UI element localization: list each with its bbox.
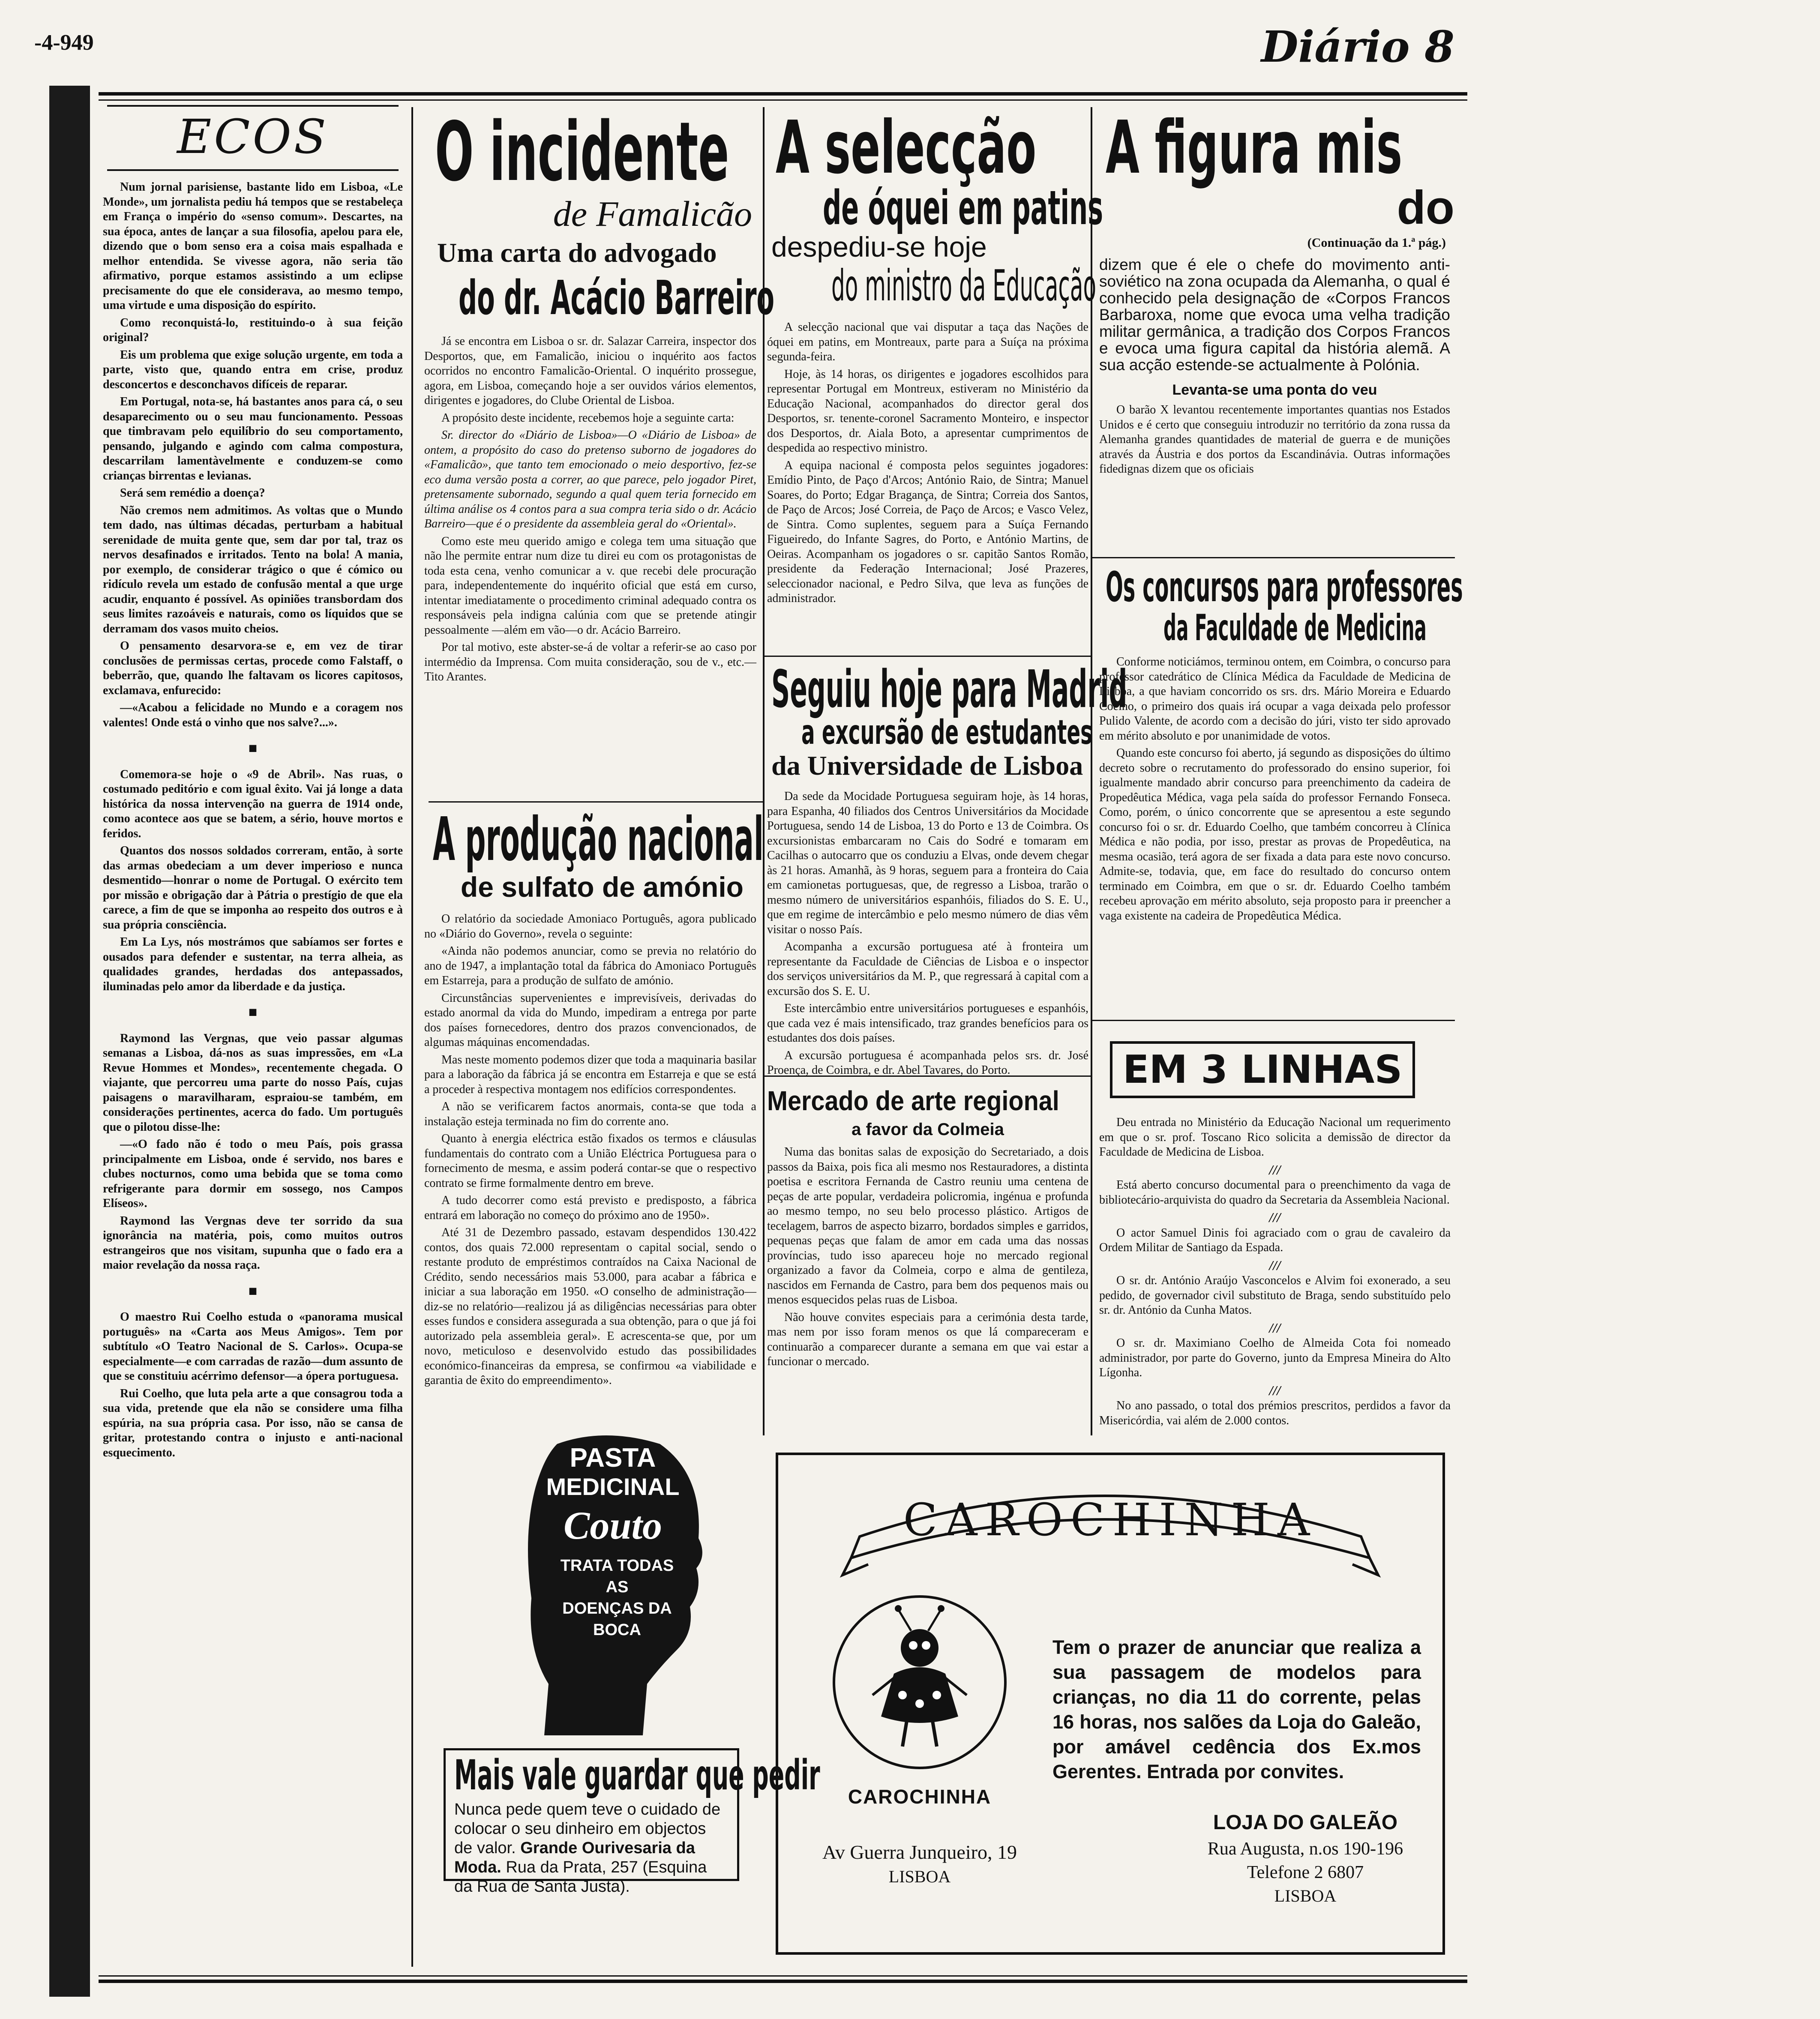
producao-paragraph: Mas neste momento podemos dizer que toda a maquinaria basilar para a laboração da fábrica já se encontra em Estarreja e que se está a proceder à respectiva montagem nos edifícios correspondentes. <box>424 1053 756 1096</box>
tres-linhas-body <box>1099 1115 1451 1428</box>
madrid-paragraph: Acompanha a excursão portuguesa até à fronteira um representante da Faculdade de Ciências de Lisboa e o inspector dos serviços universitários da M. P., que regressará à capital com a excursão dos S. E. U. <box>767 940 1088 998</box>
incidente-subhead: Uma carta do advogado <box>437 237 717 268</box>
ad-line: BOCA <box>593 1621 641 1639</box>
seleccao-headline-2: de óquei em patins <box>823 180 1103 235</box>
concursos-paragraph: Conforme noticiámos, terminou ontem, em Coimbra, o concurso para professor catedrático de Clínica Médica da Faculdade de Medicina de Lisboa, a que haviam concorrido os srs. drs. Mário Moreira e Eduardo Coelho, o primeiro dos quais irá ocupar a vaga deixada pelo professor Pulido Valente, de acordo com a decisão do júri, visto ter sido aprovado em mérito absoluto e por unanimidade de votos. <box>1099 655 1451 743</box>
ecos-paragraph: Num jornal parisiense, bastante lido em Lisboa, «Le Monde», um jornalista pediu há tempos que se restabeleça em França o império do «senso comum». Descartes, na sua época, antes de lançar a sua filosofia, apelou para ele, dizendo que o bom senso era a coisa mais espalhada e melhor entendida. Se vivesse agora, não seria tão afirmativo, porque estamos assistindo a um eclipse precisamente do que ele considerava, ao mesmo tempo, uma virtude e uma disposição do espírito. <box>103 180 403 312</box>
producao-paragraph: Até 31 de Dezembro passado, estavam despendidos 130.422 contos, dos quais 72.000 representam o capital social, sendo o restante produto de empréstimos contraídos na Caixa Nacional de Crédito, sendo necessários mais 53.000, para acabar a fábrica e iniciar a sua laboração em 1950. «O conselho de administração—diz-se no relatório—realizou já as diligências necessárias para obter esses fundos e considera assegurada a sua obtenção, para o que já foi autorizado pela assembleia geral». E acrescenta-se que, por um novo, meticuloso e desenvolvido estudo das possibilidades económico-financeiras da empresa, se confirmou «a viabilidade e garantia de êxito do empreendimento». <box>424 1226 756 1387</box>
concursos-body <box>1099 655 1451 923</box>
guardar-text-2: Rua da Prata, 257 (Esquina da Rua de Santa Justa). <box>454 1858 707 1896</box>
tres-linhas-item: Está aberto concurso documental para o preenchimento da vaga de bibliotecário-arquivista do quadro da Secretaria da Assembleia Nacional. <box>1099 1178 1451 1207</box>
figura-headline: A figura mis <box>1106 105 1403 190</box>
concursos-headline: Os concursos para professores <box>1106 563 1463 611</box>
mercado-headline: Mercado de arte regional <box>767 1085 1059 1116</box>
incidente-paragraph: Por tal motivo, este abster-se-á de voltar a referir-se ao caso por intermédio da Imprensa. Com muita consideração, sou de v., etc.—Tito Arantes. <box>424 641 756 683</box>
concursos-paragraph: Quando este concurso foi aberto, já segundo as disposições do último decreto sobre o recrutamento do professorado do ensino superior, foi igualmente mandado abrir concurso para preenchimento da cadeira de Propedêutica Médica, vaga pela saída do professor Fernando Fonseca. Como, porém, o único concorrente que se apresentou a este segundo concurso foi o sr. dr. Eduardo Coelho, que também concorreu à Clínica Médica e não podia, por isso, prestar as provas de Propedêutica, na mesma ocasião, terá agora de ser fixada a data para este novo concurso. Admite-se, todavia, que, em face do resultado do concurso ontem terminado em Coimbra, em que o sr. dr. Eduardo Coelho também recebeu aprovação em mérito absoluto, seja proposto para ir preencher a vaga existente na cadeira de Propedêutica Médica. <box>1099 746 1451 923</box>
mercado-paragraph: Não houve convites especiais para a cerimónia desta tarde, mas nem por isso foram menos os que lá compareceram e continuarão a comparecer durante a semana em que vai estar a funcionar o mercado. <box>767 1310 1088 1368</box>
galeao-address: Rua Augusta, n.os 190-196 <box>1207 1839 1403 1859</box>
madrid-body <box>767 789 1088 1078</box>
ad-line: AS <box>606 1578 629 1596</box>
carochinha-message: Tem o prazer de anunciar que realiza a sua passagem de modelos para crianças, no dia 11 do corrente, pelas 16 horas, nos salões da Loja do Galeão, por amável cedência dos Ex.mos Gerentes. Entrada por convites. <box>1052 1636 1421 1782</box>
medicinal-label: MEDICINAL <box>546 1473 680 1500</box>
madrid-headline: Seguiu hoje para Madrid <box>771 660 1127 719</box>
guardar-headline: Mais vale guardar que pedir <box>454 1751 820 1799</box>
guardar-ad <box>444 1748 820 1896</box>
ecos-body <box>103 180 403 1460</box>
tres-linhas-item: O sr. dr. Maximiano Coelho de Almeida Cota foi nomeado administrador, por parte do Governo, junto da Empresa Mineira do Alto Lígonha. <box>1099 1336 1451 1379</box>
guardar-text-bold: Grande Ourivesaria da Moda. <box>454 1839 695 1876</box>
square-divider-icon: ■ <box>248 1004 258 1020</box>
incidente-paragraph: Já se encontra em Lisboa o sr. dr. Salazar Carreira, inspector dos Desportos, que, em Famalicão, iniciou o inquérito aos factos ocorridos no encontro Famalicão-Oriental. O inquérito prossegue, agora, em Lisboa, começando hoje a ser ouvidos vários elementos, dirigentes e jogadores, do Clube Oriental de Lisboa. <box>424 335 756 407</box>
producao-paragraph: O relatório da sociedade Amoniaco Português, agora publicado no «Diário do Governo», revela o seguinte: <box>424 912 756 941</box>
madrid-headline-3: da Universidade de Lisboa <box>771 750 1083 781</box>
tres-linhas-article <box>1099 1028 1451 1435</box>
bottom-rule-thick <box>99 1980 1467 1983</box>
ecos-paragraph: O maestro Rui Coelho estuda o «panorama musical português» na «Carta aos Meus Amigos». Tem por subtítulo «O Teatro Nacional de S. Carlos». Ocupa-se especialmente—e com carradas de razão—dum assunto de que se constituiu acérrimo defensor—a ópera portuguesa. <box>103 1310 403 1383</box>
ladybug-doll-icon <box>830 1592 1010 1772</box>
ecos-paragraph: Em Portugal, nota-se, há bastantes anos para cá, o seu desaparecimento ou o seu mau funcionamento. Pessoas que timbravam pelo equilíbrio do seu comportamento, pensando, julgando e agindo com calma compostura, descarrilam lamentàvelmente e conduzem-se como crianças birrentas e levianas. <box>103 395 403 482</box>
pasta-label: PASTA <box>570 1443 656 1473</box>
seleccao-paragraph: Hoje, às 14 horas, os dirigentes e jogadores escolhidos para representar Portugal em Montreux, estiveram no Ministério da Educação Nacional, acompanhados do director geral dos Desportos, sr. tenente-coronel Sacramento Monteiro, e inspector dos Desportos, dr. Aiala Boto, a apresentar cumprimentos de despedida ao respectivo ministro. <box>767 367 1088 455</box>
ecos-paragraph: Quantos dos nossos soldados correram, então, à sorte das armas obedeciam a um dever imperioso e nunca desmentido—honrar o nome de Portugal. O exército tem por missão e obrigação dar à Pátria o prestígio de que ela carece, a fim de que se imponha ao respeito dos outros e à sua própria consciência. <box>103 844 403 932</box>
incidente-headline-2: de Famalicão <box>553 194 752 234</box>
concursos-headline-2: da Faculdade de Medicina <box>1163 607 1427 649</box>
ecos-paragraph: Como reconquistá-lo, restituindo-o à sua feição original? <box>103 316 403 344</box>
producao-paragraph: Quanto à energia eléctrica estão fixados os termos e cláusulas fundamentais do contrato com a União Eléctrica Portuguesa para o fornecimento de mesma, e assim poderá contar-se que o respectivo contrato se firme formalmente dentro em breve. <box>424 1132 756 1190</box>
slash-divider: /// <box>1269 1210 1281 1225</box>
slash-divider: /// <box>1269 1162 1281 1177</box>
slash-divider: /// <box>1269 1257 1281 1273</box>
ecos-paragraph: Rui Coelho, que luta pela arte a que consagrou toda a sua vida, pretende que ela não se considere uma filha espúria, na sua própria casa. Por isso, não se cansa de gritar, protestando contra o injusto e anti-nacional esquecimento. <box>103 1387 403 1459</box>
producao-headline: A produção nacional <box>433 805 764 875</box>
incidente-body <box>424 334 756 685</box>
seleccao-headline-3: despediu-se hoje <box>771 231 987 263</box>
left-black-bar <box>49 86 90 1997</box>
carochinha-banner: CAROCHINHA <box>903 1494 1318 1546</box>
section-rule <box>763 656 1091 657</box>
incidente-paragraph: Sr. director do «Diário de Lisboa»—O «Diário de Lisboa» de ontem, a propósito do caso do pretenso suborno de jogadores do «Famalicão», que tanto tem emocionado o meio desportivo, fez-se eco duma versão posta a correr, ao que parece, pelo jogador Piret, pretensamente subornado, segundo a qual quem teria fornecido em última análise os 4 contos para a sua compra teria sido o dr. Acácio Barreiro—que é o presidente da assembleia geral do «Oriental». <box>424 428 756 530</box>
producao-paragraph: «Ainda não podemos anunciar, como se previa no relatório do ano de 1947, a implantação total da fábrica do Amoniaco Português em Estarreja, para a produção de sulfato de amónio. <box>424 944 756 987</box>
tres-linhas-item: O actor Samuel Dinis foi agraciado com o grau de cavaleiro da Ordem Militar de Santiago da Espada. <box>1099 1226 1451 1254</box>
square-divider-icon: ■ <box>248 1283 258 1299</box>
producao-headline-2: de sulfato de amónio <box>460 871 744 903</box>
ecos-heading-block <box>103 105 403 171</box>
pasta-couto-ad <box>519 1427 711 1735</box>
producao-article <box>424 805 764 1401</box>
couto-brand: Couto <box>563 1504 663 1547</box>
tres-linhas-item: Deu entrada no Ministério da Educação Nacional um requerimento em que o sr. prof. Toscano Rico solicita a demissão de director da Faculdade de Medicina de Lisboa. <box>1099 1116 1451 1159</box>
seleccao-article <box>767 105 1103 651</box>
incidente-headline: O incidente <box>435 105 729 199</box>
column-rule <box>411 107 413 1967</box>
figura-body <box>1099 403 1467 477</box>
incidente-article <box>424 105 775 797</box>
section-rule <box>1091 1020 1455 1021</box>
page-date: -4-949 <box>34 30 94 55</box>
producao-paragraph: A não se verificarem factos anormais, conta-se que toda a instalação esteja terminada no fim do corrente ano. <box>424 1100 756 1128</box>
slash-divider: /// <box>1269 1382 1281 1398</box>
madrid-paragraph: Este intercâmbio entre universitários portugueses e espanhóis, que cada vez é mais intensificado, traz grandes benefícios para os estudantes dos dois países. <box>767 1002 1088 1045</box>
figura-article <box>1099 105 1467 553</box>
ecos-paragraph: —«Acabou a felicidade no Mundo e a coragem nos valentes! Onde está o vinho que nos salve?...». <box>103 701 403 729</box>
section-rule <box>429 801 763 803</box>
incidente-paragraph: A propósito deste incidente, recebemos hoje a seguinte carta: <box>441 411 735 425</box>
ecos-paragraph: —«O fado não é todo o meu País, pois grassa principalmente em Lisboa, onde é servido, nos bares e clubes nocturnos, como uma bebida que se toma como refrigerante para dormir em sossego, nos Campos Elíseos». <box>103 1138 403 1210</box>
ecos-paragraph: Comemora-se hoje o «9 de Abril». Nas ruas, o costumado peditório e com igual êxito. Vai já longe a data histórica da nossa intervenção na guerra de 1914 onde, como acontece aos que se batem, a sério, houve mortos e feridos. <box>103 767 403 840</box>
seleccao-headline: A selecção <box>776 105 1037 190</box>
carochinha-logo-name: CAROCHINHA <box>848 1785 992 1808</box>
madrid-paragraph: A excursão portuguesa é acompanhada pelos srs. dr. José Proença, de Coimbra, e dr. Abel Tavares, do Porto. <box>767 1048 1088 1077</box>
ecos-paragraph: Raymond las Vergnas deve ter sorrido da sua ignorância na matéria, pois, como muitos outros estrangeiros que nos visitam, supunha que o fado era a maior revelação da nossa raça. <box>103 1214 403 1272</box>
tres-linhas-item: O sr. dr. António Araújo Vasconcelos e Alvim foi exonerado, a seu pedido, de governador civil substituto de Braga, sendo substituído pelo sr. dr. António da Cunha Matos. <box>1099 1274 1451 1317</box>
slash-divider: /// <box>1269 1320 1281 1336</box>
mercado-body <box>767 1145 1088 1369</box>
ecos-paragraph: Em La Lys, nós mostrámos que sabíamos ser fortes e ousados para defender e sustentar, na terra alheia, as qualidades grandes, herdadas dos antepassados, iluminadas pelo amor da liberdade e da justiça. <box>103 935 403 993</box>
madrid-paragraph: Da sede da Mocidade Portuguesa seguiram hoje, às 14 horas, para Espanha, 40 filiados dos Centros Universitários da Mocidade Portuguesa, sendo 14 de Lisboa, 13 do Porto e 13 de Coimbra. Os excursionistas embarcaram no Cais do Sodré e tomaram em Cacilhas o autocarro que os conduziu a Elvas, onde devem chegar às 21 horas. Amanhã, às 9 horas, seguem para a fronteira do Caia em camionetas portuguesas, que, de regresso a Lisboa, trarão o mesmo número de universitários espanhóis, filiados do S. E. U., que em regime de intercâmbio e pelo mesmo número de dias vêm visitar o nosso País. <box>767 790 1088 936</box>
figura-headline-2: do <box>1397 181 1454 234</box>
guardar-text-1: Nunca pede quem teve o cuidado de colocar o seu dinheiro em objectos de valor. <box>454 1800 721 1857</box>
guardar-text <box>454 1800 729 1896</box>
ecos-paragraph: Será sem remédio a doença? <box>120 486 265 500</box>
figura-paragraph: O barão X levantou recentemente importantes quantias nos Estados Unidos e é certo que conseguiu introduzir no território da zona russa da Alemanha grandes quantidades de material de guerra e de munições através da Áustria e dos portos da Escandinávia. Outras informações fidedignas dizem que os oficiais <box>1099 403 1450 476</box>
newspaper-title: Diário 8 <box>1261 21 1454 72</box>
ecos-paragraph: Eis um problema que exige solução urgente, em toda a parte, visto que, quando entra em crise, produz desconcertos e desconchavos difíceis de reparar. <box>103 348 403 391</box>
carochinha-address: Av Guerra Junqueiro, 19 <box>822 1841 1017 1863</box>
ecos-paragraph: Raymond las Vergnas, que veio passar algumas semanas a Lisboa, dá-nos as suas impressões, em «La Revue Hommes et Mondes», recentemente chegada. O viajante, que percorreu uma parte do nosso País, cujas paisagens o maravilharam, espraiou-se também, em considerações pertinentes, acerca do fado. Um português que o pilotou disse-lhe: <box>103 1031 403 1134</box>
mercado-paragraph: Numa das bonitas salas de exposição do Secretariado, a dois passos da Baixa, pois fica ali mesmo nos Restauradores, a distinta poetisa e escritora Fernanda de Castro reuniu uma centena de peças de arte popular, verdadeira policromia, ingénua e profunda ao mesmo tempo, no seu belo processo plástico. Artigos de tecelagem, barros de aspecto bizarro, bordados simples e garridos, pequenas peças que falam de amor em cada uma das nossas províncias, tudo isso apareceu hoje no mercado regional organizado a favor da Colmeia, corpo e alma de gentileza, nascidos em Fernanda de Castro, para bem dos pequenos mais ou menos esquecidos pelas ruas de Lisboa. <box>767 1145 1088 1306</box>
producao-paragraph: A tudo decorrer como está previsto e predisposto, a fábrica entrará em laboração no começo do próximo ano de 1950». <box>424 1194 756 1222</box>
figura-subhead: Levanta-se uma ponta do veu <box>1172 382 1377 398</box>
carochinha-ad <box>776 1453 1445 1955</box>
seleccao-paragraph: A selecção nacional que vai disputar a taça das Nações de óquei em patins, em Montreaux, parte para a Suíça na próxima segunda-feira. <box>767 321 1088 363</box>
top-rule-thin <box>99 99 1467 101</box>
tres-linhas-heading: EM 3 LINHAS <box>1110 1041 1415 1098</box>
ecos-heading: ECOS <box>177 109 329 164</box>
concursos-article <box>1099 563 1463 1015</box>
madrid-article <box>767 660 1127 1077</box>
section-rule <box>1091 557 1455 558</box>
bottom-rule-thin <box>99 1975 1467 1977</box>
mercado-headline-2: a favor da Colmeia <box>852 1120 1004 1139</box>
ecos-column <box>103 105 403 1973</box>
ad-line: DOENÇAS DA <box>562 1600 672 1618</box>
producao-body <box>424 912 756 1388</box>
figura-lead: dizem que é ele o chefe do movimento anti-soviético na zona ocupada da Alemanha, o qual é conhecido pela designação de «Corpos Francos Barbaroxa, nome que evoca uma velha tradição militar germânica, a tradição dos Corpos Francos e evoca uma figura capital da história alemã. A sua acção estende-se actualmente à Polónia. <box>1099 256 1450 374</box>
figura-continuation: (Continuação da 1.ª pág.) <box>1307 236 1446 250</box>
incidente-paragraph: Como este meu querido amigo e colega tem uma situação que não lhe permite entrar num dize tu direi eu com os protagonistas de toda esta cena, venho comunicar a v. que recebi dele procuração para, independentemente do inquérito oficial que está em curso, intentar imediatamente o procedimento criminal adequado contra os responsáveis pela indigna calúnia com que se pretende atingir pessoalmente —além em vão—o dr. Acácio Barreiro. <box>424 534 756 637</box>
top-rule-thick <box>99 92 1467 96</box>
ad-line: TRATA TODAS <box>560 1557 674 1575</box>
tres-linhas-item: No ano passado, o total dos prémios prescritos, perdidos a favor da Misericórdia, vai além de 2.000 contos. <box>1099 1399 1451 1427</box>
galeao-name: LOJA DO GALEÃO <box>1213 1811 1398 1834</box>
tres-linhas-heading-box <box>1110 1041 1451 1098</box>
ecos-paragraph: Não cremos nem admitimos. As voltas que o Mundo tem dado, nas últimas décadas, perturbam a habitual serenidade de muita gente que, sem dar por tal, traz os nervos desafinados e irritados. Tento na bola! A mania, por exemplo, de considerar trágico o que é cómico ou ridículo revela um estado de confusão mental a que urge acudir, enquanto é possível. As opiniões transbordam dos seus limites razoáveis e naturais, como os líquidos que se derramam dos vasos muito cheios. <box>103 503 403 635</box>
square-divider-icon: ■ <box>248 740 258 756</box>
seleccao-headline-4: do ministro da Educação <box>831 261 1097 311</box>
madrid-headline-2: a excursão de estudantes <box>801 713 1093 752</box>
ecos-paragraph: O pensamento desarvora-se e, em vez de tirar conclusões de permissas certas, procede como Falstaff, o beberrão, que, quando lhe faltavam os licores capitosos, exclamava, enfurecido: <box>103 639 403 697</box>
carochinha-city: LISBOA <box>888 1867 951 1886</box>
incidente-subhead-2: do dr. Acácio Barreiro <box>459 270 775 325</box>
mercado-article <box>767 1084 1088 1427</box>
producao-paragraph: Circunstâncias supervenientes e imprevisíveis, derivadas do estado anormal da vida do Mundo, impediram a entrega por parte dos países fornecedores, dentro dos prazos convencionados, de algumas máquinas encomendadas. <box>424 991 756 1049</box>
seleccao-body <box>767 320 1088 606</box>
seleccao-paragraph: A equipa nacional é composta pelos seguintes jogadores: Emídio Pinto, de Paço d'Arcos; António Raio, de Sintra; Manuel Soares, do Porto; Edgar Bragança, de Sintra; Correia dos Santos, de Paço de Arcos; José Correia, de Paço de Arcos; e Vasco Velez, de Sintra. Como suplentes, seguem para a Suíça Fernando Figueiredo, do Infante Sagres, do Porto, e António Martins, de Oeiras. Acompanham os jogadores o sr. capitão Santos Romão, presidente da Federação Internacional; José Prazeres, seleccionador nacional, e Pedro Silva, que leva as funções de administrador. <box>767 458 1088 605</box>
galeao-city: LISBOA <box>1274 1886 1337 1905</box>
galeao-phone: Telefone 2 6807 <box>1247 1863 1364 1882</box>
